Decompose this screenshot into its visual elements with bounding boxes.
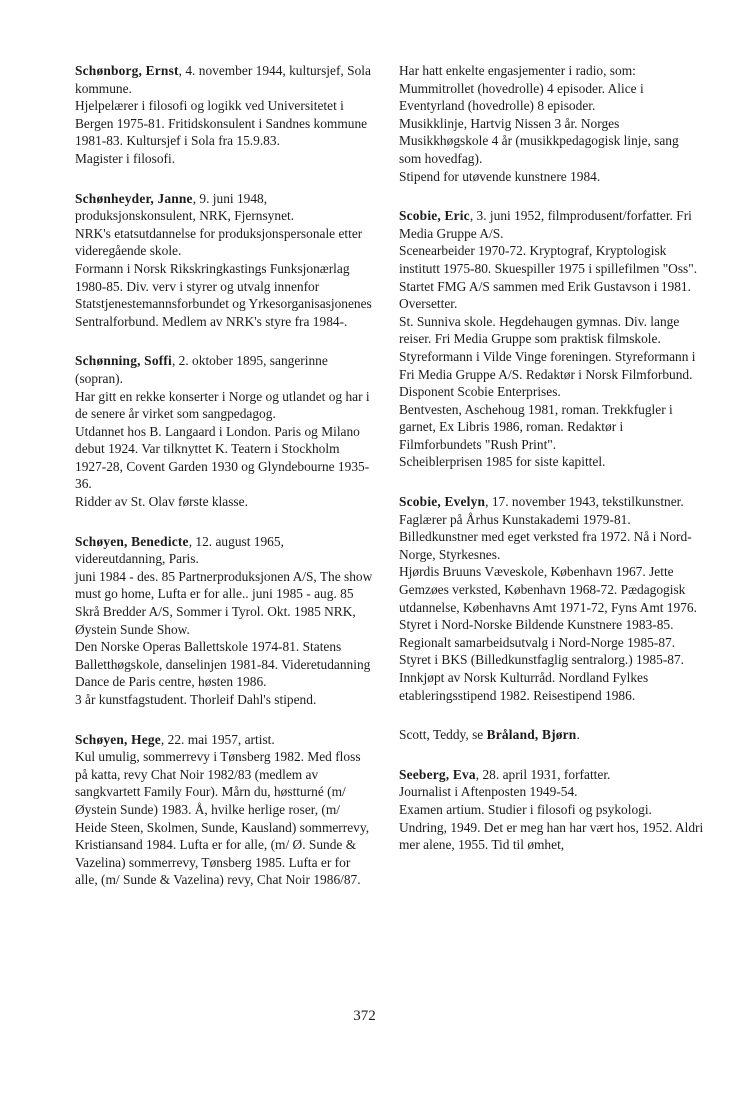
entry-intro: , 22. mai 1957, artist. — [160, 731, 275, 747]
entry-schonheyder-janne — [75, 190, 373, 331]
entry-heading — [399, 766, 704, 784]
entry-name: Scobie, Evelyn — [399, 494, 486, 510]
entry-text: Styret i Nord-Norske Bildende Kunstnere 1983-85. Regionalt samarbeidsutvalg i Nord-Norge 1985-87. Styret i BKS (Billedkunstfaglig sentralorg.) 1985-87. — [399, 617, 685, 668]
entry-intro: , 9. juni 1948, produksjonskonsulent, NRK, Fjernsynet. — [75, 190, 295, 224]
entry-text: Utdannet hos B. Langaard i London. Paris og Milano debut 1924. Var tilknyttet K. Teatern i Stockholm 1927-28, Covent Garden 1930 og Glyndebourne 1935-36. — [75, 423, 370, 492]
entry-heading — [75, 190, 373, 225]
entry-text: Magister i filosofi. — [75, 150, 176, 166]
entry-text: Har gitt en rekke konserter i Norge og utlandet og har i de senere år virket som sangpedagog. — [75, 388, 370, 422]
left-column — [75, 62, 373, 911]
entry-name: Schøyen, Benedicte — [75, 533, 189, 549]
entry-text: Den Norske Operas Ballettskole 1974-81. Statens Balletthøgskole, danselinjen 1981-84. Videretudanning Dance de Paris centre, høsten 1986. — [75, 639, 371, 690]
entry-text: Innkjøpt av Norsk Kulturråd. Nordland Fylkes etableringsstipend 1982. Reisestipend 1986. — [399, 670, 649, 703]
entry-text: Journalist i Aftenposten 1949-54. — [399, 784, 578, 800]
entry-heading — [75, 731, 373, 749]
entry-text: Scenearbeider 1970-72. Kryptograf, Kryptologisk institutt 1975-80. Skuespiller 1975 i spillefilmen "Oss". Startet FMG A/S sammen med Erik Gustavson i 1981. Oversetter. — [399, 243, 698, 312]
entry-text: Styreformann i Vilde Vinge foreningen. Styreformann i Fri Media Gruppe A/S. Redaktør i Norsk Filmforbund. Disponent Scobie Enterprises. — [399, 348, 696, 400]
entry-text: juni 1984 - des. 85 Partnerproduksjonen A/S, The show must go home, Lufta er for alle.. juni 1985 - aug. 85 Skrå Bredder A/S, Sommer i Tyrol. Okt. 1985 NRK, Øystein Sunde Show. — [75, 568, 373, 637]
page-number: 372 — [353, 1008, 376, 1024]
entry-scobie-eric — [399, 207, 704, 471]
entry-text: NRK's etatsutdannelse for produksjonspersonale etter videregående skole. — [75, 225, 363, 259]
entry-text: Examen artium. Studier i filosofi og psykologi. — [399, 801, 652, 817]
entry-heading — [75, 62, 373, 97]
entry-text: Scheiblerprisen 1985 for siste kapittel. — [399, 454, 606, 470]
entry-intro: , 4. november 1944, kultursjef, Sola kommune. — [75, 63, 371, 96]
entry-name: Schøyen, Hege — [75, 731, 161, 747]
entry-text: Bentvesten, Aschehoug 1981, roman. Trekkfugler i garnet, Ex Libris 1986, roman. Redaktør i Filmforbundets "Rush Print". — [399, 401, 673, 452]
entry-schoyen-benedicte — [75, 533, 373, 709]
entry-name: Schønheyder, Janne — [75, 190, 193, 206]
entry-text: Undring, 1949. Det er meg han har vært hos, 1952. Aldri mer alene, 1955. Tid til ømhet, — [399, 819, 704, 853]
reference-name: Bråland, Bjørn — [486, 727, 577, 743]
entry-intro: , 2. oktober 1895, sangerinne (sopran). — [75, 353, 328, 386]
reference-prefix: Scott, Teddy, se — [399, 727, 487, 743]
entry-schoyen-hege — [75, 731, 373, 889]
entry-intro: , 28. april 1931, forfatter. — [475, 766, 611, 782]
entry-text: Hjørdis Bruuns Væveskole, København 1967. Jette Gemzøes verksted, København 1968-72. Pædagogisk utdannelse, Københavns Amt 1971-72, Fyns Amt 1976. — [399, 564, 697, 615]
entry-text: Hjelpelærer i filosofi og logikk ved Universitetet i Bergen 1975-81. Fritidskonsulent i Sandnes kommune 1981-83. Kultursjef i Sola fra 15.9.83. — [75, 98, 368, 149]
entry-text: Musikklinje, Hartvig Nissen 3 år. Norges Musikkhøgskole 4 år (musikkpedagogisk linje, sang som hovedfag). — [399, 115, 679, 166]
entry-name: Seeberg, Eva — [399, 766, 476, 782]
reference-suffix: . — [576, 727, 580, 743]
entry-schonborg-ernst — [75, 62, 373, 168]
entry-text: Ridder av St. Olav første klasse. — [75, 494, 248, 510]
entry-intro: , 17. november 1943, tekstilkunstner. — [485, 494, 684, 510]
entry-seeberg-eva — [399, 766, 704, 854]
entry-intro: , 12. august 1965, videreutdanning, Paris. — [75, 533, 284, 567]
entry-heading — [399, 726, 704, 744]
entry-text: Faglærer på Århus Kunstakademi 1979-81. Billedkunstner med eget verksted fra 1972. Nå i Nord-Norge, Styrkesnes. — [399, 511, 692, 562]
right-column — [399, 62, 704, 876]
entry-scobie-evelyn — [399, 493, 704, 704]
entry-text: St. Sunniva skole. Hegdehaugen gymnas. Div. lange reiser. Fri Media Gruppe som praktisk filmskole. — [399, 313, 680, 347]
entry-text: Stipend for utøvende kunstnere 1984. — [399, 168, 601, 184]
entry-name: Schønborg, Ernst — [75, 63, 179, 78]
entry-text: 3 år kunstfagstudent. Thorleif Dahl's stipend. — [75, 692, 317, 707]
entry-schonning-soffi — [75, 352, 373, 510]
entry-heading — [75, 533, 373, 568]
entry-scott-teddy-reference — [399, 726, 704, 744]
entry-continuation — [399, 62, 704, 185]
entry-name: Scobie, Eric — [399, 208, 470, 224]
entry-heading — [399, 207, 704, 242]
entry-text: Formann i Norsk Rikskringkastings Funksjonærlag 1980-85. Div. verv i styrer og utvalg innenfor Statstjenestemannsforbundet og Yrkesorganisasjonenes Sentralforbund. Medlem av NRK's styre fra 1984-. — [75, 260, 372, 329]
entry-name: Schønning, Soffi — [75, 353, 172, 369]
entry-text: Har hatt enkelte engasjementer i radio, som: Mummitrollet (hovedrolle) 4 episoder. Alice i Eventyrland (hovedrolle) 8 episoder. — [399, 63, 644, 114]
entry-heading — [399, 493, 704, 511]
entry-heading — [75, 352, 373, 387]
entry-intro: , 3. juni 1952, filmprodusent/forfatter. Fri Media Gruppe A/S. — [399, 208, 692, 241]
entry-text: Kul umulig, sommerrevy i Tønsberg 1982. Med floss på katta, revy Chat Noir 1982/83 (medlem av sangkvartett Family Four). Mårn du, høstturné (m/ Øystein Sunde) 1983. Å, hvilke herlige roser, (m/ Heide Steen, Skolmen, Sunde, Kausland) sommerrevy, Kristiansand 1984. Lufta er for alle, (m/ Ø. Sunde & Vazelina) sommerrevy, Tønsberg 1985. Lufta er for alle, (m/ Sunde & Vazelina) revy, Chat Noir 1986/87. — [75, 749, 370, 888]
